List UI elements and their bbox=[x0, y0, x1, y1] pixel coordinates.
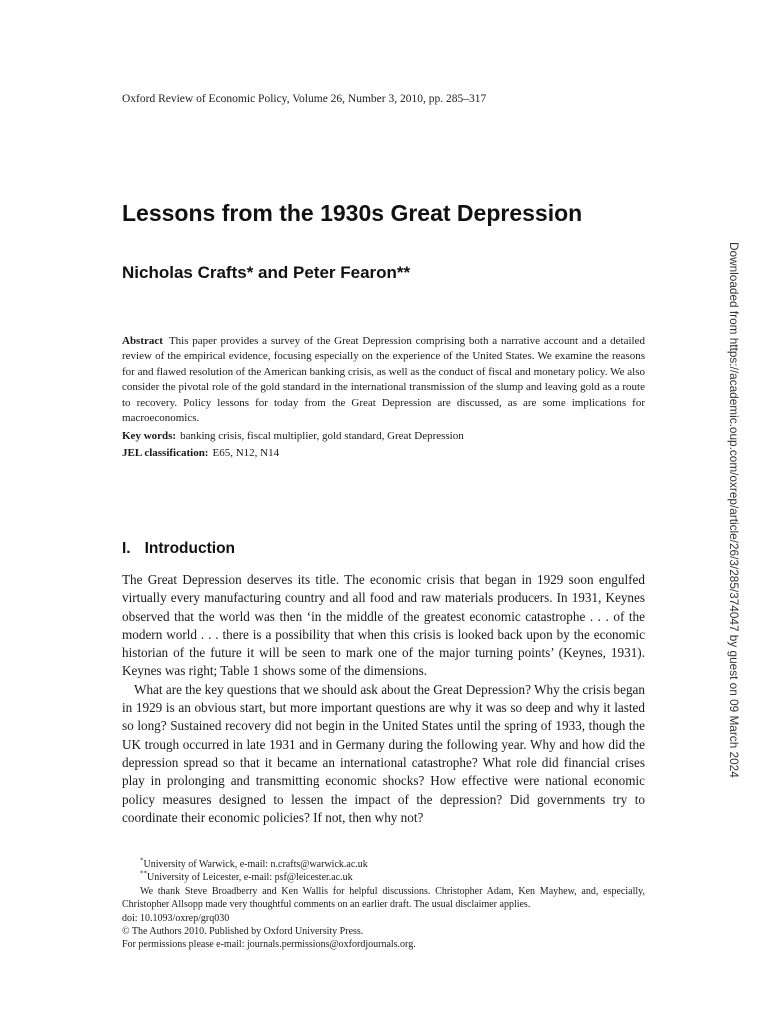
jel-line bbox=[122, 446, 645, 461]
doi: doi: 10.1093/oxrep/grq030 bbox=[122, 912, 230, 924]
journal-citation: Oxford Review of Economic Policy, Volume 26, Number 3, 2010, pp. 285–317 bbox=[122, 93, 487, 105]
footnote-text: University of Leicester, e-mail: psf@leicester.ac.uk bbox=[147, 872, 353, 884]
footnote-affiliation-2 bbox=[122, 871, 645, 884]
footnote-mark: * bbox=[140, 856, 144, 865]
download-watermark: Downloaded from https://academic.oup.com/oxrep/article/26/3/285/374047 by guest on 09 March 2024 bbox=[727, 242, 741, 778]
section-body bbox=[122, 571, 645, 827]
acknowledgements: We thank Steve Broadberry and Ken Wallis for helpful discussions. Christopher Adam, Ken Mayhew, and, especially, Christopher Allsopp made very thoughtful comments on an earlier draft. The usual disclaimer applies. bbox=[122, 885, 645, 911]
footnote-text: University of Warwick, e-mail: n.crafts@warwick.ac.uk bbox=[143, 859, 368, 870]
article-title: Lessons from the 1930s Great Depression bbox=[122, 200, 583, 226]
author-line: Nicholas Crafts* and Peter Fearon** bbox=[122, 263, 411, 282]
copyright: © The Authors 2010. Published by Oxford University Press. bbox=[122, 926, 364, 938]
body-paragraph: What are the key questions that we should ask about the Great Depression? Why the crisis began in 1929 is an obvious start, but more important questions are why it was so deep and why it lasted so long? Sustained recovery did not begin in the United States until the spring of 1933, though the UK trough occurred in late 1931 and in Germany during the following year. Why and how did the depression spread so that it became an international catastrophe? What role did financial crises play in prolonging and transmitting economic shocks? How effective were national economic policy measures designed to lessen the impact of the depression? Did governments try to coordinate their economic policies? If not, then why not? bbox=[122, 681, 645, 825]
footnotes bbox=[122, 858, 645, 952]
abstract bbox=[122, 334, 645, 426]
abstract-label: Abstract bbox=[122, 335, 163, 347]
jel-value: E65, N12, N14 bbox=[212, 447, 280, 459]
footnote-affiliation-1 bbox=[122, 858, 645, 871]
keywords-label: Key words: bbox=[122, 430, 177, 442]
section-number: I. bbox=[122, 540, 131, 557]
keywords-value: banking crisis, fiscal multiplier, gold standard, Great Depression bbox=[180, 430, 464, 442]
abstract-text: This paper provides a survey of the Great Depression comprising both a narrative account and a detailed review of the empirical evidence, focusing especially on the experience of the United States. We examine the reasons for and flawed resolution of the American banking crisis, as well as the conduct of fiscal and monetary policy. We also consider the pivotal role of the gold standard in the international transmission of the slump and leaving gold as a route to recovery. Policy lessons for today from the Great Depression are discussed, as are some implications for macroeconomics. bbox=[122, 335, 645, 425]
footnote-mark: ** bbox=[140, 870, 147, 879]
section-heading bbox=[122, 540, 235, 558]
jel-label: JEL classification: bbox=[122, 447, 209, 459]
keywords-line bbox=[122, 429, 645, 444]
body-paragraph: The Great Depression deserves its title. The economic crisis that began in 1929 soon engulfed virtually every manufacturing country and all food and raw materials producers. In 1931, Keynes observed that the world was then ‘in the middle of the greatest economic catastrophe . . . of the modern world . . . there is a possibility that when this crisis is looked back upon by the economic historian of the future it will be seen to mark one of the major turning points’ (Keynes, 1931). Keynes was right; Table 1 shows some of the dimensions. bbox=[122, 572, 645, 679]
section-title: Introduction bbox=[144, 540, 236, 557]
permissions: For permissions please e-mail: journals.permissions@oxfordjournals.org. bbox=[122, 939, 416, 951]
